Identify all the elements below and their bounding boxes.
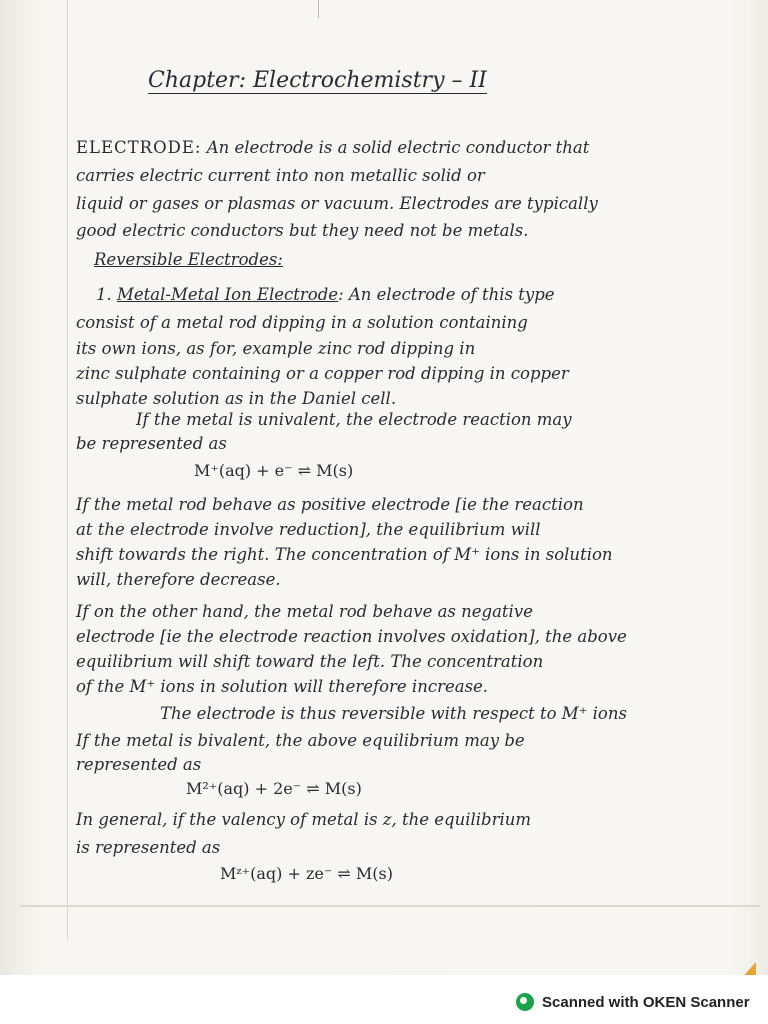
item1-line-5: sulphate solution as in the Daniel cell.: [76, 389, 397, 408]
positive-line-1: If the metal rod behave as positive electrode [ie the reaction: [76, 495, 584, 514]
general-line-2: is represented as: [76, 838, 221, 857]
negative-line-3: equilibrium will shift toward the left. The concentration: [76, 652, 544, 671]
positive-line-2: at the electrode involve reduction], the equilibrium will: [76, 520, 541, 539]
item1-line-7: be represented as: [76, 434, 227, 453]
equation-general: Mᶻ⁺(aq) + ze⁻ ⇌ M(s): [220, 864, 393, 883]
page-crease: [318, 0, 333, 18]
bivalent-line-2: represented as: [76, 755, 202, 774]
electrode-line-3: liquid or gases or plasmas or vacuum. Electrodes are typically: [76, 194, 598, 213]
item1-line-3: its own ions, as for, example zinc rod dipping in: [76, 339, 476, 358]
reversible-statement: The electrode is thus reversible with respect to M⁺ ions: [160, 704, 627, 723]
scanner-brand-text: Scanned with OKEN Scanner: [542, 994, 750, 1011]
positive-line-3: shift towards the right. The concentration of M⁺ ions in solution: [76, 545, 613, 564]
bivalent-line-1: If the metal is bivalent, the above equilibrium may be: [76, 731, 525, 750]
negative-line-4: of the M⁺ ions in solution will therefore increase.: [76, 677, 489, 696]
equation-univalent: M⁺(aq) + e⁻ ⇌ M(s): [194, 461, 354, 480]
electrode-line-1: ELECTRODE: An electrode is a solid electric conductor that: [76, 138, 590, 157]
item1-line-6: If the metal is univalent, the electrode reaction may: [136, 410, 572, 429]
electrode-line-4: good electric conductors but they need not be metals.: [76, 221, 529, 240]
negative-line-1: If on the other hand, the metal rod behave as negative: [76, 602, 533, 621]
item1-line-2: consist of a metal rod dipping in a solution containing: [76, 313, 528, 332]
page-bottom-edge: [20, 905, 760, 907]
page-title: Chapter: Electrochemistry – II: [148, 68, 487, 93]
scanner-logo-icon: [516, 993, 534, 1011]
item1-line-1: 1. Metal-Metal Ion Electrode: An electrode of this type: [96, 285, 555, 304]
reversible-heading: Reversible Electrodes:: [94, 250, 283, 269]
margin-line: [67, 0, 68, 940]
item1-number: 1.: [96, 285, 112, 304]
electrode-line-2: carries electric current into non metallic solid or: [76, 166, 485, 185]
item1-heading: Metal-Metal Ion Electrode: [117, 285, 339, 304]
positive-line-4: will, therefore decrease.: [76, 570, 281, 589]
negative-line-2: electrode [ie the electrode reaction involves oxidation], the above: [76, 627, 627, 646]
electrode-label: ELECTRODE:: [76, 138, 202, 157]
equation-bivalent: M²⁺(aq) + 2e⁻ ⇌ M(s): [186, 779, 362, 798]
general-line-1: In general, if the valency of metal is z, the equilibrium: [76, 810, 532, 829]
item1-line-4: zinc sulphate containing or a copper rod dipping in copper: [76, 364, 569, 383]
